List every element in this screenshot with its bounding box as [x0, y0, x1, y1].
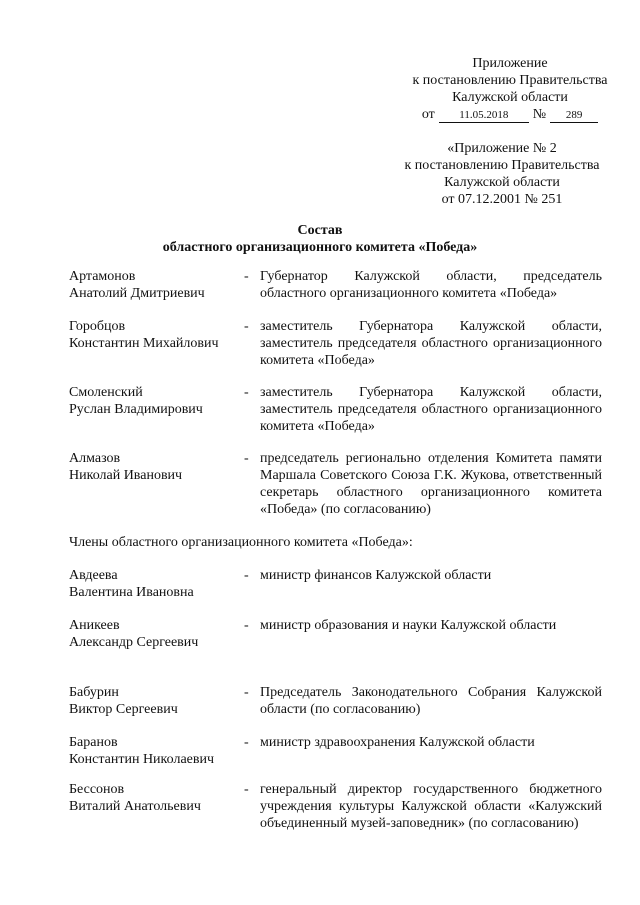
given-names: Виталий Анатольевич: [69, 799, 201, 814]
title-line-1: Состав: [297, 223, 343, 238]
surname: Аникеев: [69, 618, 120, 633]
separator-dash: -: [244, 735, 249, 750]
person-name: [69, 318, 249, 352]
person-role: Председатель Законодательного Собрания Калужской области (по согласованию): [260, 685, 602, 717]
appendix-decree-line: к постановлению Правительства: [412, 73, 608, 88]
person-role: Губернатор Калужской области, председатель областного организационного комитета «Победа»: [260, 269, 602, 301]
original-appendix-block: [392, 140, 612, 208]
decree-date: 11.05.2018: [439, 108, 529, 123]
document-title: [0, 222, 640, 256]
person-role: министр образования и науки Калужской области: [260, 618, 557, 633]
person-name: [69, 781, 249, 815]
surname: Авдеева: [69, 568, 118, 583]
original-appendix-date-line: от 07.12.2001 № 251: [441, 192, 563, 207]
given-names: Николай Иванович: [69, 468, 183, 483]
decree-number: 289: [550, 108, 598, 123]
person-name: [69, 450, 249, 484]
person-name: [69, 268, 249, 302]
appendix-title: Приложение: [472, 56, 548, 71]
separator-dash: -: [244, 269, 249, 284]
surname: Смоленский: [69, 385, 143, 400]
members-heading: Члены областного организационного комитета «Победа»:: [69, 535, 413, 550]
appendix-block: [400, 55, 620, 123]
given-names: Анатолий Дмитриевич: [69, 286, 205, 301]
surname: Баранов: [69, 735, 118, 750]
person-role: заместитель Губернатора Калужской области, заместитель председателя областного организационного комитета «Победа»: [260, 319, 602, 368]
separator-dash: -: [244, 568, 249, 583]
person-role: министр финансов Калужской области: [260, 568, 492, 583]
separator-dash: -: [244, 319, 249, 334]
appendix-date-number-row: [400, 106, 620, 123]
surname: Алмазов: [69, 451, 121, 466]
given-names: Константин Михайлович: [69, 336, 219, 351]
surname: Артамонов: [69, 269, 136, 284]
separator-dash: -: [244, 451, 249, 466]
title-line-2: областного организационного комитета «Победа»: [162, 240, 478, 255]
appendix-region-line: Калужской области: [452, 90, 568, 105]
person-name: [69, 617, 249, 651]
separator-dash: -: [244, 685, 249, 700]
given-names: Константин Николаевич: [69, 752, 215, 767]
original-appendix-decree-line: к постановлению Правительства: [404, 158, 600, 173]
given-names: Александр Сергеевич: [69, 635, 199, 650]
surname: Бабурин: [69, 685, 119, 700]
separator-dash: -: [244, 385, 249, 400]
person-role: заместитель Губернатора Калужской области, заместитель председателя областного организационного комитета «Победа»: [260, 385, 602, 434]
given-names: Руслан Владимирович: [69, 402, 203, 417]
person-name: [69, 384, 249, 418]
person-name: [69, 684, 249, 718]
original-appendix-region-line: Калужской области: [444, 175, 560, 190]
person-role: министр здравоохранения Калужской области: [260, 735, 535, 750]
number-label: №: [532, 107, 547, 122]
from-prefix: от: [421, 107, 435, 122]
person-name: [69, 567, 249, 601]
separator-dash: -: [244, 782, 249, 797]
separator-dash: -: [244, 618, 249, 633]
given-names: Виктор Сергеевич: [69, 702, 178, 717]
surname: Бессонов: [69, 782, 125, 797]
given-names: Валентина Ивановна: [69, 585, 194, 600]
person-role: председатель регионально отделения Комитета памяти Маршала Советского Союза Г.К. Жукова, ответственный секретарь областного организационного комитета «Победа» (по согласованию): [260, 451, 602, 517]
surname: Горобцов: [69, 319, 126, 334]
person-name: [69, 734, 249, 768]
person-role: генеральный директор государственного бюджетного учреждения культуры Калужской области «Калужский объединенный музей-заповедник» (по согласованию): [260, 782, 602, 831]
original-appendix-title: «Приложение № 2: [447, 141, 557, 156]
